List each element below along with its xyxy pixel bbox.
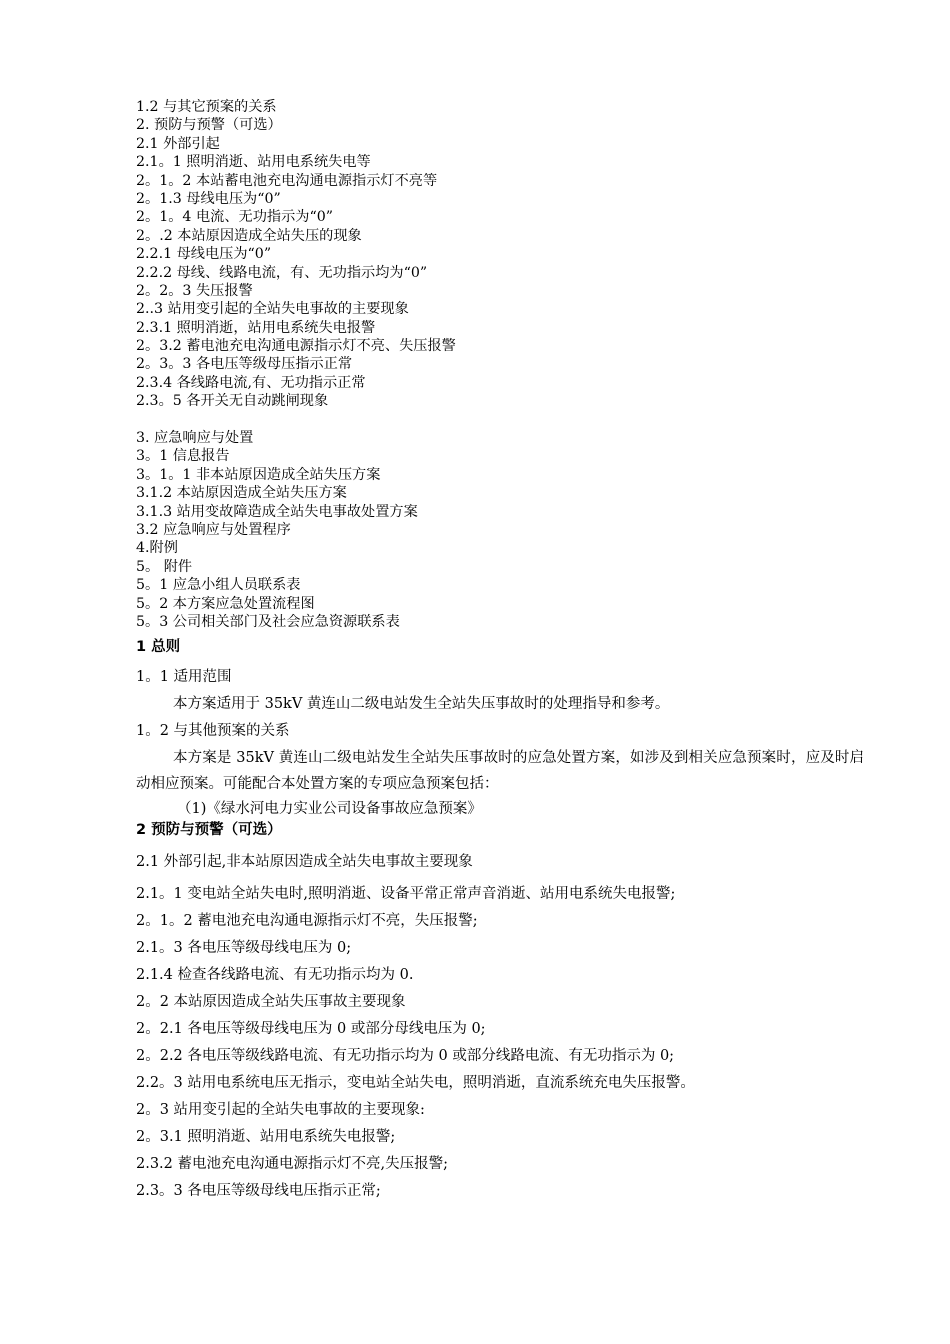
toc-line: 3.1.2 本站原因造成全站失压方案 bbox=[136, 485, 347, 502]
toc-line: 2.2.2 母线、线路电流，有、无功指示均为“0” bbox=[136, 264, 428, 281]
toc-line: 2。2。3 失压报警 bbox=[136, 282, 253, 299]
toc-line: 2.2.1 母线电压为“0” bbox=[136, 246, 272, 263]
toc-blank-line bbox=[136, 411, 856, 429]
toc-line: 2.1。1 照明消逝、站用电系统失电等 bbox=[136, 154, 371, 171]
table-of-contents bbox=[136, 98, 856, 631]
toc-line: 2.3。5 各开关无自动跳闸现象 bbox=[136, 393, 329, 410]
subsection-title: 2。3 站用变引起的全站失电事故的主要现象: bbox=[136, 1102, 425, 1118]
toc-line: 4.附例 bbox=[136, 540, 178, 557]
list-item: 2.1。3 各电压等级母线电压为 0; bbox=[136, 940, 352, 956]
toc-line: 3。1。1 非本站原因造成全站失压方案 bbox=[136, 466, 381, 483]
toc-line: 3. 应急响应与处置 bbox=[136, 430, 254, 447]
document-body bbox=[136, 638, 864, 1205]
list-item: 2.1。1 变电站全站失电时,照明消逝、设备平常正常声音消逝、站用电系统失电报警; bbox=[136, 886, 676, 902]
toc-line: 2。.2 本站原因造成全站失压的现象 bbox=[136, 227, 362, 244]
toc-line: 2.3.4 各线路电流,有、无功指示正常 bbox=[136, 374, 366, 391]
list-item: 2.3.2 蓄电池充电沟通电源指示灯不亮,失压报警; bbox=[136, 1156, 448, 1172]
toc-line: 2..3 站用变引起的全站失电事故的主要现象 bbox=[136, 301, 409, 318]
subsection-title: 2。2 本站原因造成全站失压事故主要现象 bbox=[136, 994, 406, 1010]
paragraph: 本方案适用于 35kV 黄连山二级电站发生全站失压事故时的处理指导和参考。 bbox=[173, 696, 670, 712]
section-heading: 1 总则 bbox=[136, 639, 181, 655]
toc-line: 2。3.2 蓄电池充电沟通电源指示灯不亮、失压报警 bbox=[136, 338, 456, 355]
toc-line: 1.2 与其它预案的关系 bbox=[136, 99, 277, 115]
list-item: 2.2。3 站用电系统电压无指示，变电站全站失电，照明消逝，直流系统充电失压报警。 bbox=[136, 1075, 695, 1091]
toc-line: 3。1 信息报告 bbox=[136, 448, 230, 465]
toc-line: 2。1。4 电流、无功指示为“0” bbox=[136, 209, 333, 226]
list-item: （1)《绿水河电力实业公司设备事故应急预案》 bbox=[177, 801, 482, 817]
list-item: 2.1.4 检查各线路电流、有无功指示均为 0. bbox=[136, 967, 414, 983]
paragraph: 本方案是 35kV 黄连山二级电站发生全站失压事故时的应急处置方案，如涉及到相关应急预案时，应及时启动相应预案。可能配合本处置方案的专项应急预案包括： bbox=[136, 750, 864, 792]
toc-line: 5。1 应急小组人员联系表 bbox=[136, 577, 301, 594]
subsection-title: 1。2 与其他预案的关系 bbox=[136, 723, 290, 739]
subsection-title: 1。1 适用范围 bbox=[136, 669, 232, 685]
toc-line: 2。1.3 母线电压为“0” bbox=[136, 190, 281, 207]
toc-line: 5。2 本方案应急处置流程图 bbox=[136, 595, 315, 612]
toc-line: 2.3.1 照明消逝，站用电系统失电报警 bbox=[136, 319, 376, 336]
toc-line: 2。1。2 本站蓄电池充电沟通电源指示灯不亮等 bbox=[136, 172, 438, 189]
toc-line: 2.1 外部引起 bbox=[136, 135, 220, 152]
toc-line: 3.1.3 站用变故障造成全站失电事故处置方案 bbox=[136, 503, 418, 520]
list-item: 2.3。3 各电压等级母线电压指示正常; bbox=[136, 1183, 381, 1199]
list-item: 2。1。2 蓄电池充电沟通电源指示灯不亮，失压报警; bbox=[136, 913, 478, 929]
subsection-title: 2.1 外部引起,非本站原因造成全站失电事故主要现象 bbox=[136, 854, 473, 870]
toc-line: 3.2 应急响应与处置程序 bbox=[136, 521, 291, 538]
list-item: 2。2.1 各电压等级母线电压为 0 或部分母线电压为 0; bbox=[136, 1021, 486, 1037]
section-heading: 2 预防与预警（可选） bbox=[136, 822, 282, 838]
list-item: 2。3.1 照明消逝、站用电系统失电报警; bbox=[136, 1129, 396, 1145]
list-item: 2。2.2 各电压等级线路电流、有无功指示均为 0 或部分线路电流、有无功指示为 0; bbox=[136, 1048, 675, 1064]
toc-line: 5。 附件 bbox=[136, 558, 193, 575]
toc-line: 2。3。3 各电压等级母压指示正常 bbox=[136, 356, 353, 373]
toc-line: 5。3 公司相关部门及社会应急资源联系表 bbox=[136, 613, 400, 630]
toc-line: 2. 预防与预警（可选） bbox=[136, 117, 282, 134]
